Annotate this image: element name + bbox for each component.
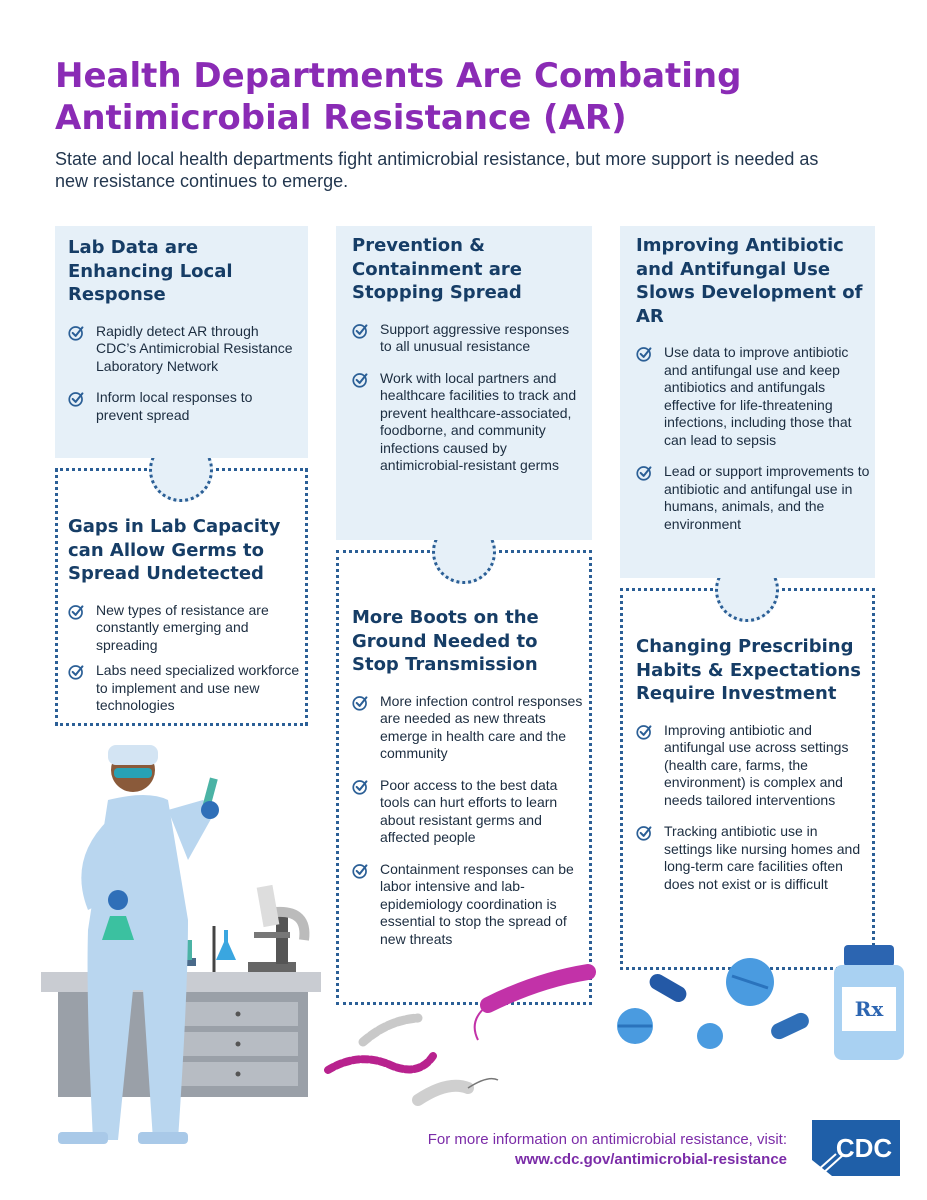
section-lab-data xyxy=(68,236,300,438)
check-circle-icon xyxy=(636,824,653,841)
list-item: Labs need specialized workforce to implement and use new technologies xyxy=(68,662,300,715)
rx-bottle-icon xyxy=(834,945,904,1060)
check-circle-icon xyxy=(352,371,369,388)
check-circle-icon xyxy=(352,322,369,339)
list-item: Containment responses can be labor intensive and lab-epidemiology coordination is essential to stop the spread of new threats xyxy=(352,861,584,949)
page-subtitle: State and local health departments fight antimicrobial resistance, but more support is needed as new resistance continues to emerge. xyxy=(55,149,819,191)
section-heading: Prevention & Containment are Stopping Spread xyxy=(352,235,523,303)
lab-scientist-illustration xyxy=(38,740,338,1150)
list-item: Inform local responses to prevent spread xyxy=(68,389,300,424)
check-circle-icon xyxy=(352,778,369,795)
list-item: New types of resistance are constantly emerging and spreading xyxy=(68,602,300,655)
list-item: Rapidly detect AR through CDC’s Antimicrobial Resistance Laboratory Network xyxy=(68,323,300,376)
svg-text:Rx: Rx xyxy=(854,997,884,1021)
footer-info xyxy=(428,1130,787,1170)
footer-link[interactable]: www.cdc.gov/antimicrobial-resistance xyxy=(514,1151,787,1168)
check-circle-icon xyxy=(636,464,653,481)
cdc-logo xyxy=(812,1120,900,1176)
check-circle-icon xyxy=(636,723,653,740)
section-boots-on-ground xyxy=(352,606,584,962)
list-item: More infection control responses are needed as new threats emerge in health care and the community xyxy=(352,693,584,763)
section-heading: Lab Data are Enhancing Local Response xyxy=(68,237,233,305)
section-improving-use xyxy=(636,234,872,547)
list-item: Tracking antibiotic use in settings like nursing homes and long-term care facilities often does not exist or is difficult xyxy=(636,823,866,893)
svg-text:CDC: CDC xyxy=(835,1133,893,1163)
section-heading: Improving Antibiotic and Antifungal Use Slows Development of AR xyxy=(636,235,863,327)
footer-text: For more information on antimicrobial resistance, visit: xyxy=(427,1131,787,1148)
list-item: Poor access to the best data tools can hurt efforts to learn about resistant germs and affected people xyxy=(352,777,584,847)
list-item: Lead or support improvements to antibiotic and antifungal use in humans, animals, and the environment xyxy=(636,463,872,533)
check-circle-icon xyxy=(68,663,85,680)
list-item: Support aggressive responses to all unusual resistance xyxy=(352,321,584,356)
page-title: Health Departments Are Combating Antimicrobial Resistance (AR) xyxy=(55,56,742,138)
list-item: Work with local partners and healthcare facilities to track and prevent healthcare-associated, foodborne, and community infections caused by antimicrobial-resistant germs xyxy=(352,370,584,475)
check-circle-icon xyxy=(68,390,85,407)
section-lab-gaps xyxy=(68,515,300,729)
germs-illustration xyxy=(318,960,608,1120)
check-circle-icon xyxy=(352,862,369,879)
list-item: Improving antibiotic and antifungal use across settings (health care, farms, the environment) is complex and needs tailored interventions xyxy=(636,722,866,810)
section-heading: More Boots on the Ground Needed to Stop Transmission xyxy=(352,607,539,675)
section-prescribing-habits xyxy=(636,635,866,907)
list-item: Use data to improve antibiotic and antifungal use and keep antibiotics and antifungals effective for life-threatening infections, including those that can lead to sepsis xyxy=(636,344,872,449)
check-circle-icon xyxy=(68,603,85,620)
section-heading: Changing Prescribing Habits & Expectations Require Investment xyxy=(636,636,861,704)
section-heading: Gaps in Lab Capacity can Allow Germs to Spread Undetected xyxy=(68,516,281,584)
check-circle-icon xyxy=(636,345,653,362)
check-circle-icon xyxy=(352,694,369,711)
section-prevention xyxy=(352,234,584,489)
check-circle-icon xyxy=(68,324,85,341)
